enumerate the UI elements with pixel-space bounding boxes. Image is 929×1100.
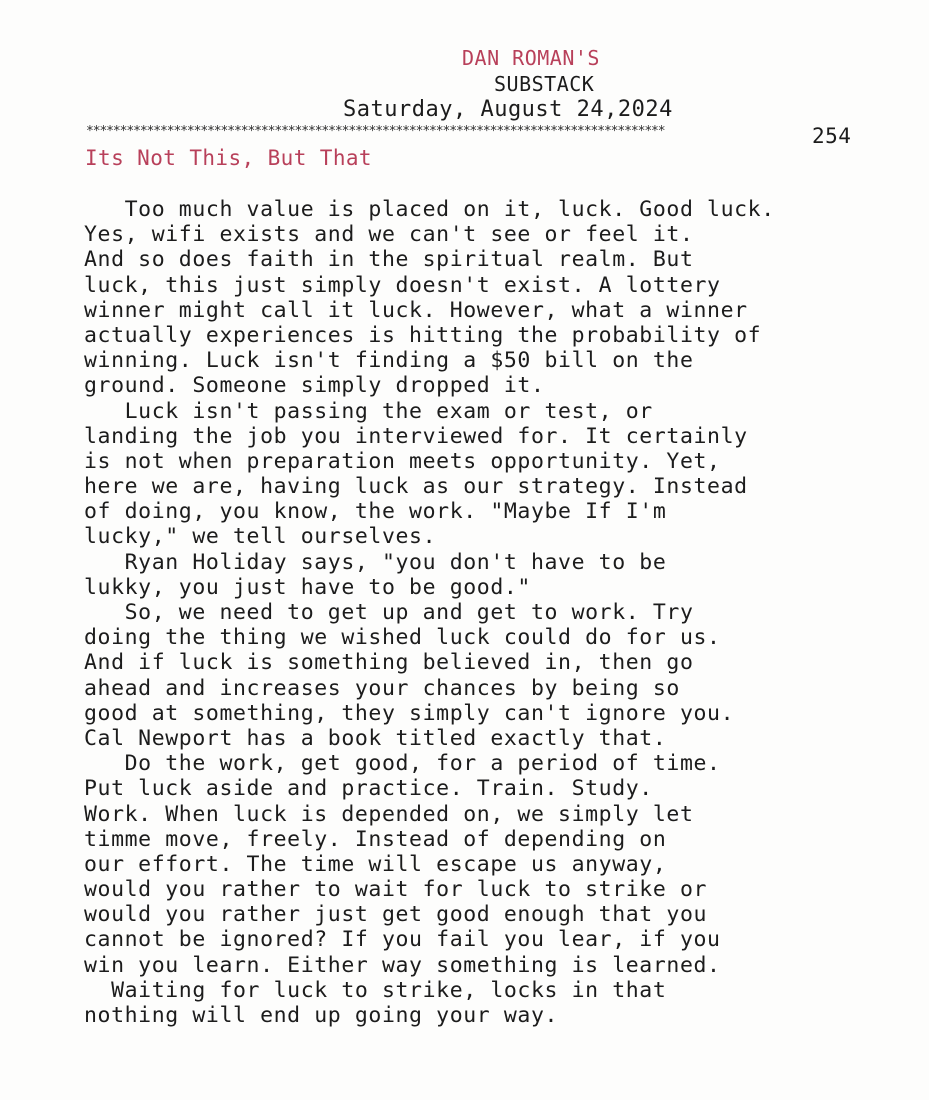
body-line: Ryan Holiday says, "you don't have to be — [84, 549, 667, 575]
body-line: And if luck is something believed in, then go — [84, 650, 694, 676]
body-line: winner might call it luck. However, what a winner — [84, 297, 748, 323]
article-body — [84, 197, 864, 1028]
body-line: actually experiences is hitting the probability of — [84, 322, 762, 348]
body-line: nothing will end up going your way. — [84, 1003, 559, 1028]
body-line: Waiting for luck to strike, locks in that — [84, 977, 667, 1003]
body-line: would you rather to wait for luck to strike or — [84, 877, 708, 903]
body-line: Cal Newport has a book titled exactly that. — [84, 725, 667, 751]
article-title: Its Not This, But That — [85, 146, 372, 170]
page-number: 254 — [812, 124, 852, 148]
body-line: ground. Someone simply dropped it. — [84, 373, 545, 399]
body-line: ahead and increases your chances by being so — [84, 675, 680, 701]
body-line: cannot be ignored? If you fail you lear, if you — [84, 927, 721, 953]
body-line: lucky," we tell ourselves. — [84, 524, 437, 550]
body-line: doing the thing we wished luck could do for us. — [84, 625, 721, 651]
body-line: would you rather just get good enough that you — [84, 902, 708, 928]
body-line: Put luck aside and practice. Train. Study. — [84, 776, 653, 802]
body-line: Too much value is placed on it, luck. Good luck. — [84, 197, 775, 222]
body-line: here we are, having luck as our strategy. Instead — [84, 474, 748, 500]
date-line: Saturday, August 24,2024 — [343, 97, 673, 122]
body-line: landing the job you interviewed for. It certainly — [84, 423, 748, 449]
body-line: win you learn. Either way something is learned. — [84, 952, 721, 978]
body-line: Yes, wifi exists and we can't see or feel it. — [84, 222, 694, 248]
body-line: good at something, they simply can't ignore you. — [84, 700, 735, 726]
body-line: Work. When luck is depended on, we simply let — [84, 801, 694, 827]
body-line: our effort. The time will escape us anyway, — [84, 851, 667, 877]
body-line: Do the work, get good, for a period of time. — [84, 751, 721, 777]
body-line: lukky, you just have to be good." — [84, 574, 531, 600]
body-line: luck, this just simply doesn't exist. A lottery — [84, 272, 721, 298]
body-line: Luck isn't passing the exam or test, or — [84, 398, 653, 424]
body-line: timme move, freely. Instead of depending on — [84, 826, 667, 852]
author-heading: DAN ROMAN'S — [462, 46, 600, 70]
body-line: So, we need to get up and get to work. Try — [84, 600, 694, 625]
asterisk-separator: ************************************************************************************** — [86, 124, 665, 139]
body-line: winning. Luck isn't finding a $50 bill on the — [84, 348, 694, 374]
body-line: is not when preparation meets opportunity. Yet, — [84, 448, 721, 474]
body-line: And so does faith in the spiritual realm. But — [84, 247, 694, 273]
body-line: of doing, you know, the work. "Maybe If I'm — [84, 499, 667, 525]
publication-heading: SUBSTACK — [494, 72, 595, 96]
